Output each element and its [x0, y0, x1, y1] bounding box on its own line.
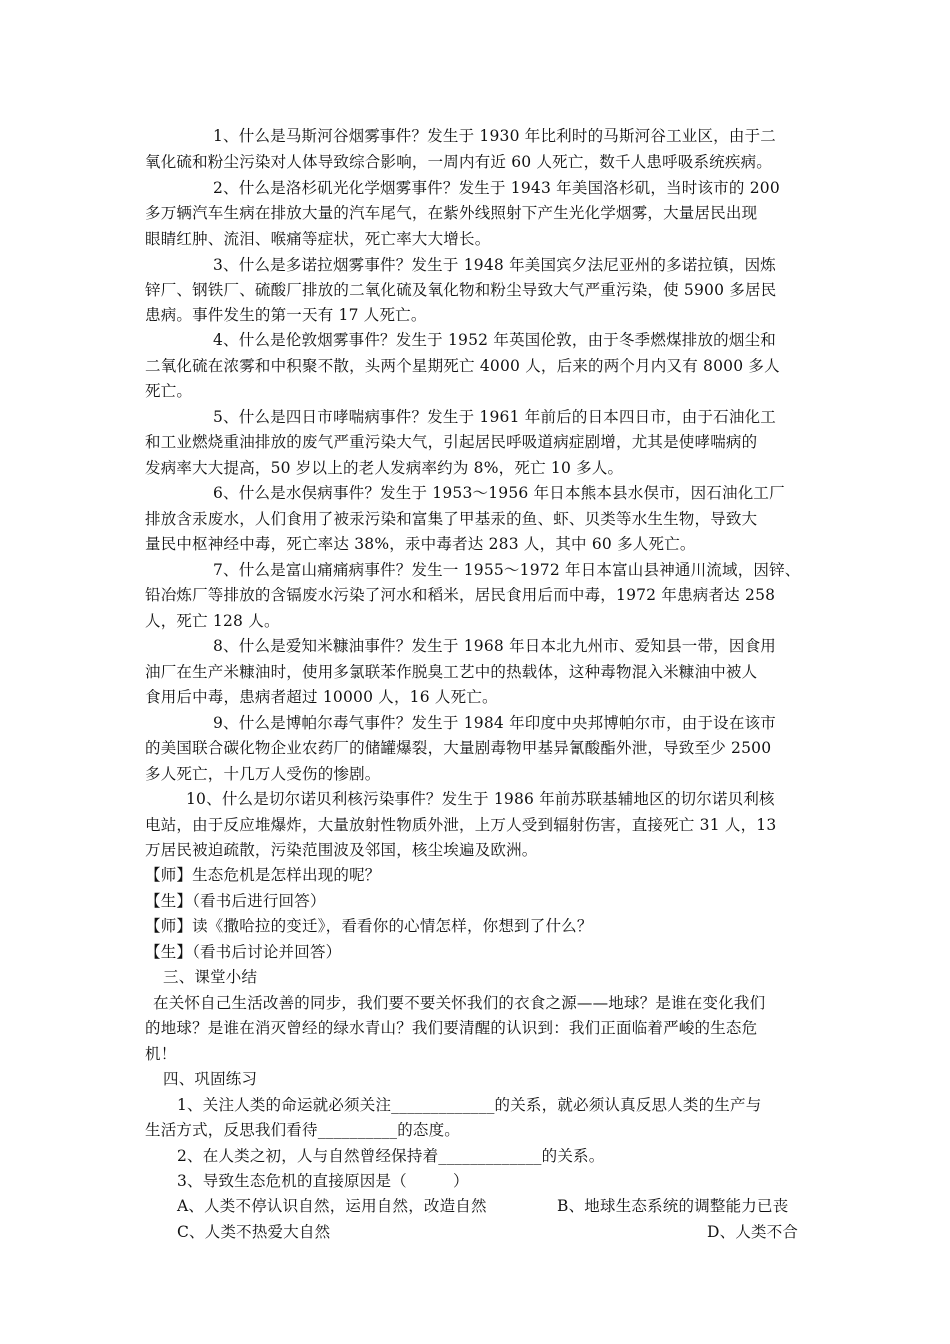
event-line: 8、什么是爱知米糠油事件？发生于 1968 年日本北九州市、爱知县一带，因食用 — [213, 637, 776, 655]
event-line: 氧化硫和粉尘污染对人体导致综合影响，一周内有近 60 人死亡，数千人患呼吸系统疾病。 — [145, 153, 772, 171]
question-1: 1、关注人类的命运就必须关注_____________的关系，就必须认真反思人类的生产与 — [177, 1096, 762, 1114]
event-line: 锌厂、钢铁厂、硫酸厂排放的二氧化硫及氧化物和粉尘导致大气严重污染，使 5900 多居民 — [145, 281, 777, 299]
event-line: 眼睛红肿、流泪、喉痛等症状，死亡率大大增长。 — [145, 230, 491, 248]
question-1-continued: 生活方式，反思我们看待__________的态度。 — [145, 1121, 461, 1139]
question-3: 3、导致生态危机的直接原因是（ ） — [177, 1172, 469, 1190]
event-line: 患病。事件发生的第一天有 17 人死亡。 — [145, 306, 427, 324]
teacher-line: 【师】读《撒哈拉的变迁》，看看你的心情怎样，你想到了什么？ — [145, 917, 593, 935]
event-line: 多万辆汽车生病在排放大量的汽车尾气，在紫外线照射下产生光化学烟雾，大量居民出现 — [145, 204, 758, 222]
event-line: 和工业燃烧重油排放的废气严重污染大气，引起居民呼吸道病症剧增，尤其是使哮喘病的 — [145, 433, 758, 451]
option-d: D、人类不合 — [707, 1223, 799, 1241]
event-line: 排放含汞废水，人们食用了被汞污染和富集了甲基汞的鱼、虾、贝类等水生生物，导致大 — [145, 510, 758, 528]
event-line: 4、什么是伦敦烟雾事件？发生于 1952 年英国伦敦，由于冬季燃煤排放的烟尘和 — [213, 331, 776, 349]
event-line: 7、什么是富山痛痛病事件？发生一 1955～1972 年日本富山县神通川流域，因锌、 — [213, 561, 801, 579]
teacher-line: 【师】生态危机是怎样出现的呢？ — [145, 866, 381, 884]
option-b: B、地球生态系统的调整能力已丧 — [557, 1197, 789, 1215]
event-line: 9、什么是博帕尔毒气事件？发生于 1984 年印度中央邦博帕尔市，由于设在该市 — [213, 714, 776, 732]
event-line: 多人死亡，十几万人受伤的惨剧。 — [145, 765, 381, 783]
event-line: 2、什么是洛杉矶光化学烟雾事件？发生于 1943 年美国洛杉矶，当时该市的 200 — [213, 179, 780, 197]
event-line: 1、什么是马斯河谷烟雾事件？发生于 1930 年比利时的马斯河谷工业区，由于二 — [213, 127, 776, 145]
event-line: 电站，由于反应堆爆炸，大量放射性物质外泄，上万人受到辐射伤害，直接死亡 31 人，13 — [145, 816, 777, 834]
option-a: A、人类不停认识自然，运用自然，改造自然 — [177, 1197, 487, 1215]
event-line: 6、什么是水俣病事件？发生于 1953～1956 年日本熊本县水俣市，因石油化工厂 — [213, 484, 785, 502]
event-line: 万居民被迫疏散，污染范围波及邻国，核尘埃遍及欧洲。 — [145, 841, 538, 859]
student-line: 【生】（看书后进行回答） — [145, 892, 326, 910]
event-line: 3、什么是多诺拉烟雾事件？发生于 1948 年美国宾夕法尼亚州的多诺拉镇，因炼 — [213, 256, 776, 274]
event-line: 5、什么是四日市哮喘病事件？发生于 1961 年前后的日本四日市，由于石油化工 — [213, 408, 776, 426]
event-line: 二氧化硫在浓雾和中积聚不散，头两个星期死亡 4000 人，后来的两个月内又有 8000 多人 — [145, 357, 780, 375]
event-line: 发病率大大提高，50 岁以上的老人发病率约为 8%，死亡 10 多人。 — [145, 459, 624, 477]
section-heading: 四、巩固练习 — [163, 1070, 258, 1088]
event-line: 的美国联合碳化物企业农药厂的储罐爆裂，大量剧毒物甲基异氰酸酯外泄，导致至少 2500 — [145, 739, 772, 757]
question-2: 2、在人类之初，人与自然曾经保持着_____________的关系。 — [177, 1147, 605, 1165]
event-line: 铅冶炼厂等排放的含镉废水污染了河水和稻米，居民食用后而中毒，1972 年患病者达 258 — [145, 586, 776, 604]
section-heading: 三、课堂小结 — [163, 968, 258, 986]
option-c: C、人类不热爱大自然 — [177, 1223, 331, 1241]
event-line: 量民中枢神经中毒，死亡率达 38%，汞中毒者达 283 人，其中 60 多人死亡。 — [145, 535, 696, 553]
event-line: 人，死亡 128 人。 — [145, 612, 280, 630]
summary-line: 机！ — [145, 1045, 177, 1063]
student-line: 【生】（看书后讨论并回答） — [145, 943, 342, 961]
event-line: 死亡。 — [145, 382, 193, 400]
event-line: 食用后中毒，患病者超过 10000 人，16 人死亡。 — [145, 688, 498, 706]
summary-line: 的地球？是谁在消灭曾经的绿水青山？我们要清醒的认识到：我们正面临着严峻的生态危 — [145, 1019, 758, 1037]
summary-line: 在关怀自己生活改善的同步，我们要不要关怀我们的衣食之源——地球？是谁在变化我们 — [153, 994, 766, 1012]
event-line: 10、什么是切尔诺贝利核污染事件？发生于 1986 年前苏联基辅地区的切尔诺贝利核 — [186, 790, 775, 808]
event-line: 油厂在生产米糠油时，使用多氯联苯作脱臭工艺中的热载体，这种毒物混入米糠油中被人 — [145, 663, 758, 681]
